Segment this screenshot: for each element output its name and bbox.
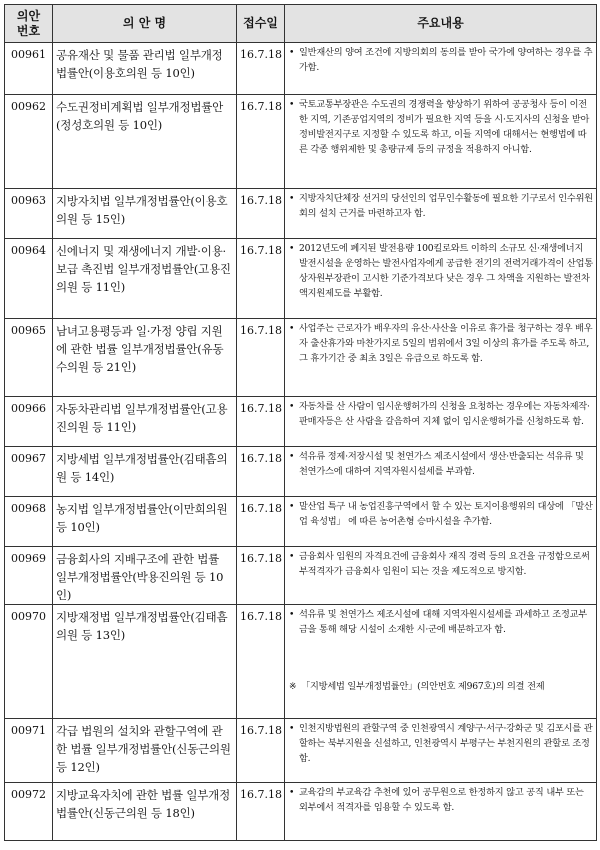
table-row (5, 319, 597, 397)
table-row (5, 605, 597, 719)
main-content: • 사업주는 근로자가 배우자의 유산·사산을 이유로 휴가를 청구하는 경우 배우자 출산휴가와 마찬가지로 5일의 범위에서 3일 이상의 휴가를 주도록 하고, 그 휴가기간 중 최초 3일은 유급으로 하도록 함. (285, 319, 597, 397)
bill-number: 00972 (5, 783, 53, 841)
bill-number: 00963 (5, 189, 53, 239)
receipt-date: 16.7.18 (237, 239, 285, 319)
receipt-date: 16.7.18 (237, 719, 285, 783)
table-row (5, 95, 597, 189)
bill-number: 00968 (5, 497, 53, 547)
main-content: • 일반재산의 양여 조건에 지방의회의 동의를 받아 국가에 양여하는 경우를 추가함. (285, 43, 597, 95)
table-row (5, 239, 597, 319)
receipt-date: 16.7.18 (237, 189, 285, 239)
header-bill-number: 의안 번호 (5, 5, 53, 43)
main-content: • 국토교통부장관은 수도권의 경쟁력을 향상하기 위하여 공공청사 등이 이전한 지역, 기존공업지역의 정비가 필요한 지역 등을 시·도지사의 신청을 받아 정비발전지구로 지정할 수 있도록 하고, 이들 지역에 대해서는 현행법에 따른 각종 행위제한 및 총량규제 등의 규정을 적용하지 아니함. (285, 95, 597, 189)
note-mark-icon: ※ (289, 681, 297, 692)
bullet-icon: • (289, 501, 295, 512)
bill-number: 00961 (5, 43, 53, 95)
table-row (5, 189, 597, 239)
bullet-icon: • (289, 787, 295, 798)
receipt-date: 16.7.18 (237, 605, 285, 719)
receipt-date: 16.7.18 (237, 447, 285, 497)
bullet-icon: • (289, 609, 295, 620)
table-row (5, 783, 597, 841)
bill-name: 남녀고용평등과 일·가정 양립 지원에 관한 법률 일부개정법률안(유동수의원 등 21인) (53, 319, 237, 397)
table-row (5, 719, 597, 783)
header-main-content: 주요내용 (285, 5, 597, 43)
bill-number: 00962 (5, 95, 53, 189)
bullet-icon: • (289, 401, 295, 412)
table-row (5, 43, 597, 95)
header-receipt-date: 접수일 (237, 5, 285, 43)
main-content: • 금융회사 임원의 자격요건에 금융회사 재직 경력 등의 요건을 규정함으로써 부적격자가 금융회사 임원이 되는 것을 제도적으로 방지함. (285, 547, 597, 605)
bill-name: 지방교육자치에 관한 법률 일부개정법률안(신동근의원 등 18인) (53, 783, 237, 841)
bill-name: 신에너지 및 재생에너지 개발·이용·보급 촉진법 일부개정법률안(고용진의원 등 11인) (53, 239, 237, 319)
main-content: • 말산업 특구 내 농업진흥구역에서 할 수 있는 토지이용행위의 대상에 「말산업 육성법」 에 따른 농어촌형 승마시설을 추가함. (285, 497, 597, 547)
bullet-icon: • (289, 723, 295, 734)
main-content: • 석유류 정제·저장시설 및 천연가스 제조시설에서 생산·반출되는 석유류 및 천연가스에 대하여 지역자원시설세를 부과함. (285, 447, 597, 497)
receipt-date: 16.7.18 (237, 319, 285, 397)
bill-name: 각급 법원의 설치와 관할구역에 관한 법률 일부개정법률안(신동근의원 등 12인) (53, 719, 237, 783)
main-content: • 자동차를 산 사람이 임시운행허가의 신청을 요청하는 경우에는 자동차제작·판매자등은 산 사람을 갈음하여 지체 없이 임시운행허가를 신청하도록 함. (285, 397, 597, 447)
bullet-icon: • (289, 99, 295, 110)
receipt-date: 16.7.18 (237, 783, 285, 841)
bill-number: 00964 (5, 239, 53, 319)
bill-name: 지방자치법 일부개정법률안(이용호의원 등 15인) (53, 189, 237, 239)
table-row (5, 547, 597, 605)
receipt-date: 16.7.18 (237, 547, 285, 605)
receipt-date: 16.7.18 (237, 95, 285, 189)
bill-table (4, 4, 597, 841)
header-bill-name: 의 안 명 (53, 5, 237, 43)
bill-number: 00967 (5, 447, 53, 497)
bill-number: 00970 (5, 605, 53, 719)
bill-number: 00966 (5, 397, 53, 447)
bill-name: 지방재정법 일부개정법률안(김태흠의원 등 13인) (53, 605, 237, 719)
bullet-icon: • (289, 193, 295, 204)
bullet-icon: • (289, 451, 295, 462)
receipt-date: 16.7.18 (237, 397, 285, 447)
main-content: • 지방자치단체장 선거의 당선인의 업무인수활동에 필요한 기구로서 인수위원회의 설치 근거를 마련하고자 함. (285, 189, 597, 239)
bullet-icon: • (289, 243, 295, 254)
bullet-icon: • (289, 323, 295, 334)
bullet-icon: • (289, 551, 295, 562)
table-row (5, 447, 597, 497)
bill-name: 자동차관리법 일부개정법률안(고용진의원 등 11인) (53, 397, 237, 447)
bill-name: 공유재산 및 물품 관리법 일부개정법률안(이용호의원 등 10인) (53, 43, 237, 95)
main-content: • 2012년도에 폐지된 발전용량 100킬로와트 이하의 소규모 신·재생에너지 발전시설을 운영하는 발전사업자에게 공급한 전기의 전력거래가격이 산업통상자원부장관이 고시한 기준가격보다 낮은 경우 그 차액을 지원하는 발전차액지원제도를 부활함. (285, 239, 597, 319)
bill-name: 금융회사의 지배구조에 관한 법률 일부개정법률안(박용진의원 등 10인) (53, 547, 237, 605)
bill-number: 00965 (5, 319, 53, 397)
bill-name: 지방세법 일부개정법률안(김태흠의원 등 14인) (53, 447, 237, 497)
bill-name: 농지법 일부개정법률안(이만희의원 등 10인) (53, 497, 237, 547)
receipt-date: 16.7.18 (237, 43, 285, 95)
receipt-date: 16.7.18 (237, 497, 285, 547)
table-row (5, 497, 597, 547)
main-content: • 교육감의 부교육감 추천에 있어 공무원으로 한정하지 않고 공직 내부 또는 외부에서 적격자를 임용할 수 있도록 함. (285, 783, 597, 841)
main-content: • 석유류 및 천연가스 제조시설에 대해 지역자원시설세를 과세하고 조정교부금을 통해 해당 시설이 소재한 시·군에 배분하고자 함. ※ 「지방세법 일부개정법률안」(의안번호 제967호)의 의결 전제 (285, 605, 597, 719)
bullet-icon: • (289, 47, 295, 58)
table-header-row (5, 5, 597, 43)
bill-number: 00971 (5, 719, 53, 783)
main-content: • 인천지방법원의 관할구역 중 인천광역시 계양구·서구·강화군 및 김포시를 관할하는 북부지원을 신설하고, 인천광역시 부평구는 부천지원의 관할로 조정함. (285, 719, 597, 783)
bill-name: 수도권정비계획법 일부개정법률안(정성호의원 등 10인) (53, 95, 237, 189)
note: ※ 「지방세법 일부개정법률안」(의안번호 제967호)의 의결 전제 (289, 681, 545, 692)
table-row (5, 397, 597, 447)
bill-number: 00969 (5, 547, 53, 605)
